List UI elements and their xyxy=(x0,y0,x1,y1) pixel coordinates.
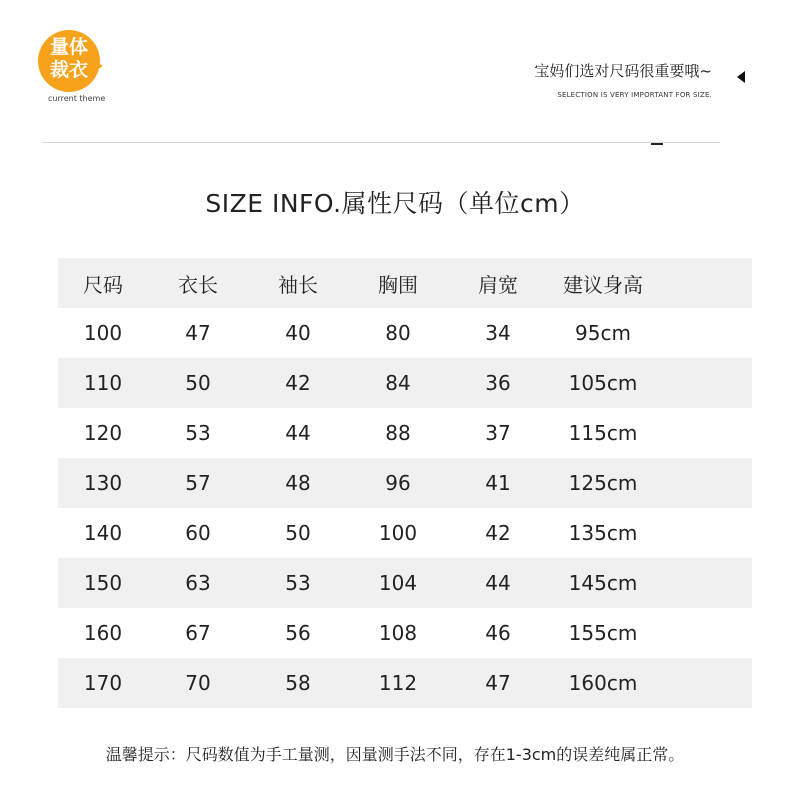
table-cell: 57 xyxy=(148,458,248,508)
table-cell: 112 xyxy=(348,658,448,708)
table-cell: 96 xyxy=(348,458,448,508)
table-row xyxy=(58,658,752,708)
table-cell: 40 xyxy=(285,321,311,345)
table-header-cell: 胸围 xyxy=(348,258,448,308)
table-cell: 108 xyxy=(378,621,418,645)
table-cell: 60 xyxy=(185,521,211,545)
table-cell: 58 xyxy=(248,658,348,708)
table-cell: 160cm xyxy=(548,658,658,708)
table-row xyxy=(58,558,752,608)
table-cell: 80 xyxy=(385,321,411,345)
tip-english: SELECTION IS VERY IMPORTANT FOR SIZE. xyxy=(557,91,712,99)
table-cell: 100 xyxy=(378,521,418,545)
table-cell: 84 xyxy=(348,358,448,408)
table-cell: 34 xyxy=(485,321,511,345)
table-spacer xyxy=(658,558,752,608)
table-cell: 53 xyxy=(248,558,348,608)
table-spacer xyxy=(658,258,752,308)
table-cell: 125cm xyxy=(548,458,658,508)
table-spacer xyxy=(658,458,752,508)
table-header-cell: 衣长 xyxy=(148,258,248,308)
table-header-cell: 肩宽 xyxy=(448,258,548,308)
brand-logo xyxy=(38,30,108,103)
table-cell: 115cm xyxy=(568,421,638,445)
table-cell: 37 xyxy=(485,421,511,445)
table-row xyxy=(58,458,752,508)
table-cell: 50 xyxy=(148,358,248,408)
logo-text xyxy=(38,36,100,82)
table-cell: 53 xyxy=(185,421,211,445)
table-cell: 46 xyxy=(485,621,511,645)
table-cell: 48 xyxy=(248,458,348,508)
table-header-cell: 袖长 xyxy=(248,258,348,308)
table-cell: 47 xyxy=(185,321,211,345)
size-tip xyxy=(534,60,712,99)
tip-chinese: 宝妈们选对尺码很重要哦~ xyxy=(534,62,712,80)
table-cell: 110 xyxy=(58,358,148,408)
table-cell: 150 xyxy=(58,558,148,608)
table-cell: 47 xyxy=(448,658,548,708)
table-cell: 88 xyxy=(385,421,411,445)
table-spacer xyxy=(658,358,752,408)
table-row xyxy=(58,508,752,558)
logo-line-2: 裁衣 xyxy=(49,59,88,81)
table-row xyxy=(58,308,752,358)
table-cell: 63 xyxy=(148,558,248,608)
table-spacer xyxy=(658,608,752,658)
arrow-left-icon xyxy=(737,71,745,83)
table-cell: 44 xyxy=(448,558,548,608)
page-title: SIZE INFO.属性尺码（单位cm） xyxy=(205,189,585,218)
table-spacer xyxy=(658,658,752,708)
table-row xyxy=(58,608,752,658)
divider xyxy=(42,142,720,143)
table-header-row xyxy=(58,258,752,308)
table-cell: 170 xyxy=(58,658,148,708)
table-header-cell: 建议身高 xyxy=(548,258,658,308)
table-cell: 95cm xyxy=(575,321,631,345)
table-header-cell: 尺码 xyxy=(58,258,148,308)
size-table xyxy=(58,258,752,708)
table-cell: 100 xyxy=(83,321,123,345)
table-cell: 56 xyxy=(285,621,311,645)
table-cell: 135cm xyxy=(568,521,638,545)
table-cell: 140 xyxy=(83,521,123,545)
table-cell: 120 xyxy=(83,421,123,445)
table-cell: 41 xyxy=(448,458,548,508)
table-cell: 44 xyxy=(285,421,311,445)
table-cell: 67 xyxy=(185,621,211,645)
divider-tick xyxy=(651,143,663,145)
table-cell: 155cm xyxy=(568,621,638,645)
measurement-note: 温馨提示：尺码数值为手工量测，因量测手法不同，存在1-3cm的误差纯属正常。 xyxy=(105,745,685,764)
table-cell: 130 xyxy=(58,458,148,508)
table-cell: 70 xyxy=(148,658,248,708)
table-cell: 36 xyxy=(448,358,548,408)
table-cell: 42 xyxy=(485,521,511,545)
table-cell: 145cm xyxy=(548,558,658,608)
table-spacer xyxy=(658,508,752,558)
table-spacer xyxy=(658,308,752,358)
logo-line-1: 量体 xyxy=(49,36,88,58)
table-row xyxy=(58,358,752,408)
table-cell: 105cm xyxy=(548,358,658,408)
logo-subtitle: current theme xyxy=(48,94,106,103)
table-cell: 50 xyxy=(285,521,311,545)
table-cell: 160 xyxy=(83,621,123,645)
table-spacer xyxy=(658,408,752,458)
table-cell: 42 xyxy=(248,358,348,408)
table-row xyxy=(58,408,752,458)
table-cell: 104 xyxy=(348,558,448,608)
